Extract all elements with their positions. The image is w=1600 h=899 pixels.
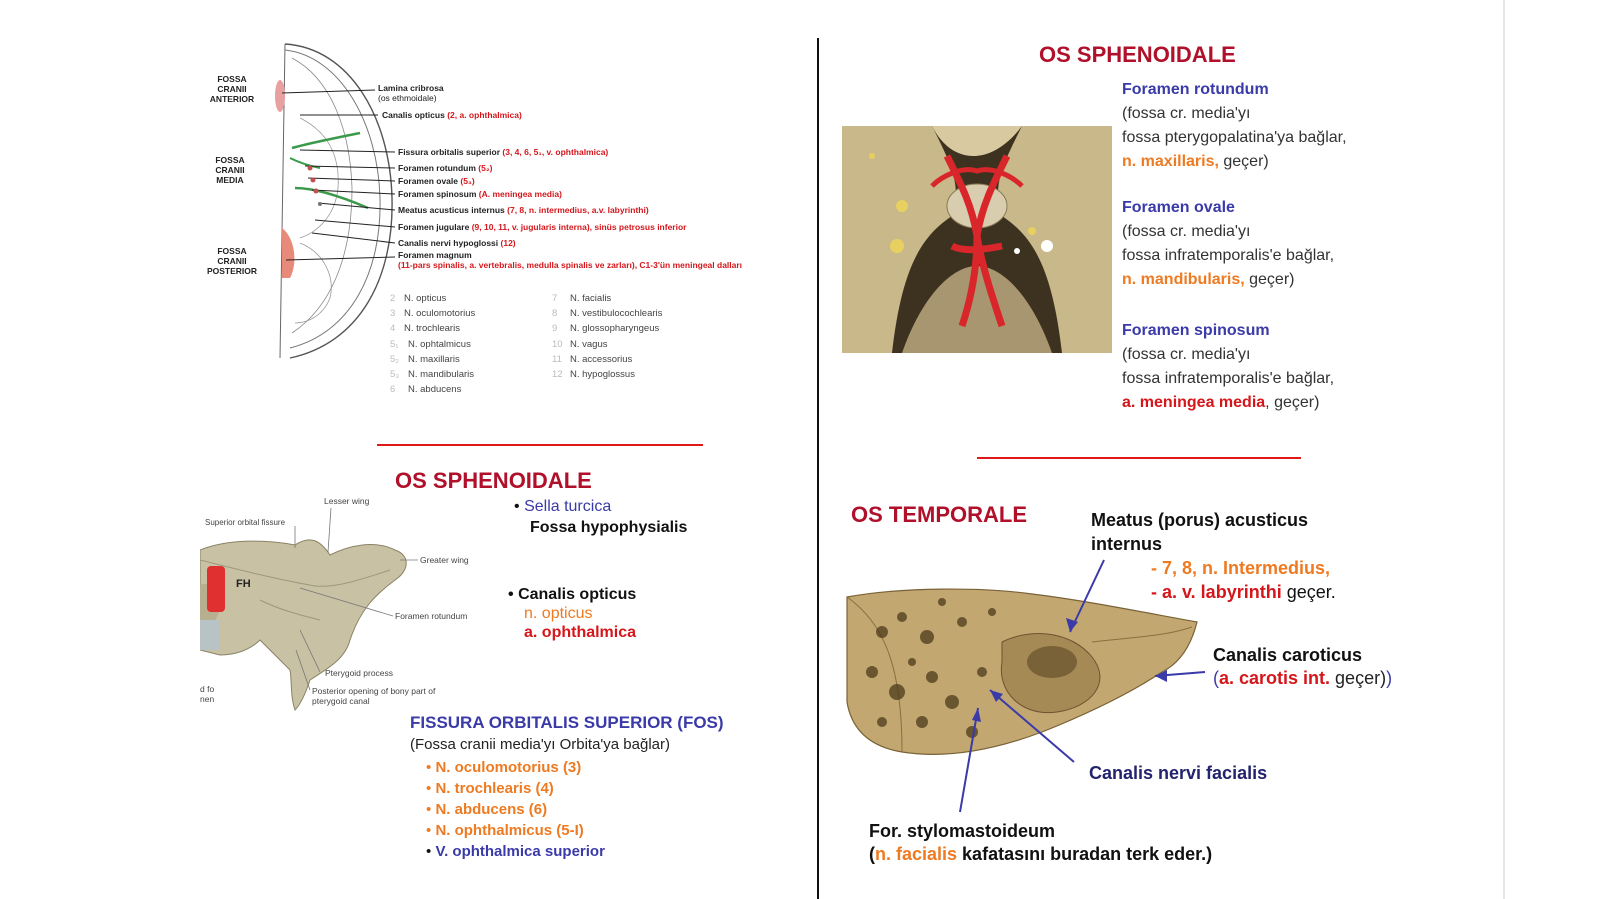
legend-item: 8 N. vestibulocochlearis <box>552 308 663 320</box>
label-meatus-acusticus: Meatus acusticus internus (7, 8, n. intermedius, a.v. labyrinthi) <box>398 205 649 215</box>
temporal-title: OS TEMPORALE <box>851 502 1028 527</box>
fos-item: • N. abducens (6) <box>426 801 548 818</box>
ovale-line2: fossa infratemporalis'e bağlar, <box>1122 247 1335 264</box>
spinosum-line3: a. meningea media, geçer) <box>1122 394 1320 411</box>
sphenoid-upper-title: OS SPHENOIDALE <box>1039 42 1236 67</box>
fos-item: • N. oculomotorius (3) <box>426 759 582 776</box>
sella-turcica-block <box>514 496 687 538</box>
legend-item: 3 N. oculomotorius <box>390 308 476 320</box>
label-fissura-orbitalis: Fissura orbitalis superior (3, 4, 6, 5₁, v. ophthalmica) <box>398 147 609 157</box>
right-edge-line <box>1503 0 1505 899</box>
stylomastoideum-detail: (n. facialis kafatasını buradan terk eder.) <box>869 844 1213 864</box>
posterior-opening-label: Posterior opening of bony part of pterygoid canal <box>312 686 436 706</box>
spinosum-line2: fossa infratemporalis'e bağlar, <box>1122 370 1335 387</box>
a-ophthalmica: a. ophthalmica <box>524 624 637 641</box>
panel-divider <box>817 38 819 899</box>
foramen-rotundum-label: Foramen rotundum <box>395 611 468 621</box>
label-canalis-hypoglossi: Canalis nervi hypoglossi (12) <box>398 238 516 248</box>
canalis-caroticus-detail: (a. carotis int. geçer)) <box>1213 668 1393 688</box>
label-foramen-magnum: Foramen magnum (11-pars spinalis, a. vertebralis, medulla spinalis ve zarları), C1-3'ün meningeal dalları <box>398 250 743 270</box>
skull-base-photo <box>842 126 1112 353</box>
label-foramen-spinosum: Foramen spinosum (A. meningea media) <box>398 189 562 199</box>
foramen-spinosum-block <box>1122 319 1334 415</box>
skull-base-diagram <box>200 38 800 408</box>
legend-item: 6 N. abducens <box>390 384 462 396</box>
canalis-opticus-title: • Canalis opticus <box>508 586 637 603</box>
legend-item: 5₁ N. ophtalmicus <box>390 338 471 350</box>
canalis-caroticus-title: Canalis caroticus <box>1213 645 1363 665</box>
fos-subtitle: (Fossa cranii media'yı Orbita'ya bağlar) <box>410 736 670 753</box>
superior-orbital-fissure-label: Superior orbital fissure <box>205 518 286 527</box>
meatus-title-line2: internus <box>1091 534 1163 554</box>
sphenoid-lower-title: OS SPHENOIDALE <box>395 468 592 493</box>
pterygoid-process-label: Pterygoid process <box>325 668 394 678</box>
fos-title: FISSURA ORBITALIS SUPERIOR (FOS) <box>410 713 724 732</box>
label-canalis-opticus: Canalis opticus (2, a. ophthalmica) <box>382 110 522 120</box>
label-foramen-jugulare: Foramen jugulare (9, 10, 11, v. jugularis interna), sinüs petrosus inferior <box>398 222 687 232</box>
foramen-spinosum-title: Foramen spinosum <box>1122 322 1270 339</box>
label-foramen-ovale: Foramen ovale (5₃) <box>398 176 475 186</box>
sella-line: • Sella turcica <box>514 498 612 515</box>
legend-item: 11 N. accessorius <box>552 353 633 365</box>
legend-item: 9 N. glossopharyngeus <box>552 323 660 335</box>
canalis-opticus-block <box>508 585 636 642</box>
legend-item: 10 N. vagus <box>552 338 608 350</box>
stylomastoideum-title: For. stylomastoideum <box>869 821 1056 841</box>
meatus-detail1: - 7, 8, n. Intermedius, <box>1151 558 1331 578</box>
ovale-line1: (fossa cr. media'yı <box>1122 223 1251 240</box>
skull-base-photo-illustration <box>842 126 1112 353</box>
n-opticus: n. opticus <box>524 605 593 622</box>
legend-item: 2 N. opticus <box>390 293 447 304</box>
legend-item: 5₂ N. maxillaris <box>390 353 460 365</box>
rotundum-line2: fossa pterygopalatina'ya bağlar, <box>1122 129 1347 146</box>
fos-block <box>410 713 724 862</box>
foramen-ovale-title: Foramen ovale <box>1122 199 1235 216</box>
fos-item: • N. ophthalmicus (5-I) <box>426 822 584 839</box>
legend-item: 5₃ N. mandibularis <box>390 369 474 381</box>
foramen-rotundum-title: Foramen rotundum <box>1122 81 1269 98</box>
greater-wing-label: Greater wing <box>420 555 469 565</box>
cut-label: d fo nen <box>200 684 215 704</box>
ovale-line3: n. mandibularis, geçer) <box>1122 271 1295 288</box>
spinosum-line1: (fossa cr. media'yı <box>1122 346 1251 363</box>
fossa-media-label: FOSSA CRANII MEDIA <box>215 155 245 185</box>
fossa-posterior-label: FOSSA CRANII POSTERIOR <box>206 246 258 276</box>
canalis-caroticus-block <box>1213 644 1392 690</box>
label-foramen-rotundum: Foramen rotundum (5₂) <box>398 163 493 173</box>
label-lamina-cribrosa: Lamina cribrosa (os ethmoidale) <box>378 83 444 103</box>
meatus-detail2: - a. v. labyrinthi geçer. <box>1151 582 1336 602</box>
section-divider-right <box>977 457 1301 459</box>
fos-item: • N. trochlearis (4) <box>426 780 554 797</box>
fossa-anterior-label: FOSSA CRANII ANTERIOR <box>209 74 255 104</box>
lesser-wing-label: Lesser wing <box>324 496 370 506</box>
fos-item: • V. ophthalmica superior <box>426 843 605 860</box>
legend-item: 7 N. facialis <box>552 293 612 304</box>
nerve-legend-left <box>390 291 475 397</box>
section-divider-left <box>377 444 703 446</box>
sphenoid-bone-figure <box>200 496 470 730</box>
meatus-title-line1: Meatus (porus) acusticus <box>1091 510 1309 530</box>
legend-item: 4 N. trochlearis <box>390 323 460 335</box>
fos-list <box>410 757 724 862</box>
canalis-nervi-facialis: Canalis nervi facialis <box>1089 763 1268 783</box>
fossa-hypophysialis: Fossa hypophysialis <box>530 519 688 536</box>
foramen-ovale-block <box>1122 196 1334 292</box>
legend-item: 12 N. hypoglossus <box>552 369 635 381</box>
foramen-rotundum-block <box>1122 78 1347 174</box>
nerve-legend-right <box>552 291 662 382</box>
rotundum-line3: n. maxillaris, geçer) <box>1122 153 1269 170</box>
stylomastoideum-block <box>869 820 1212 866</box>
rotundum-line1: (fossa cr. media'yı <box>1122 105 1251 122</box>
fh-label: FH <box>236 578 251 590</box>
